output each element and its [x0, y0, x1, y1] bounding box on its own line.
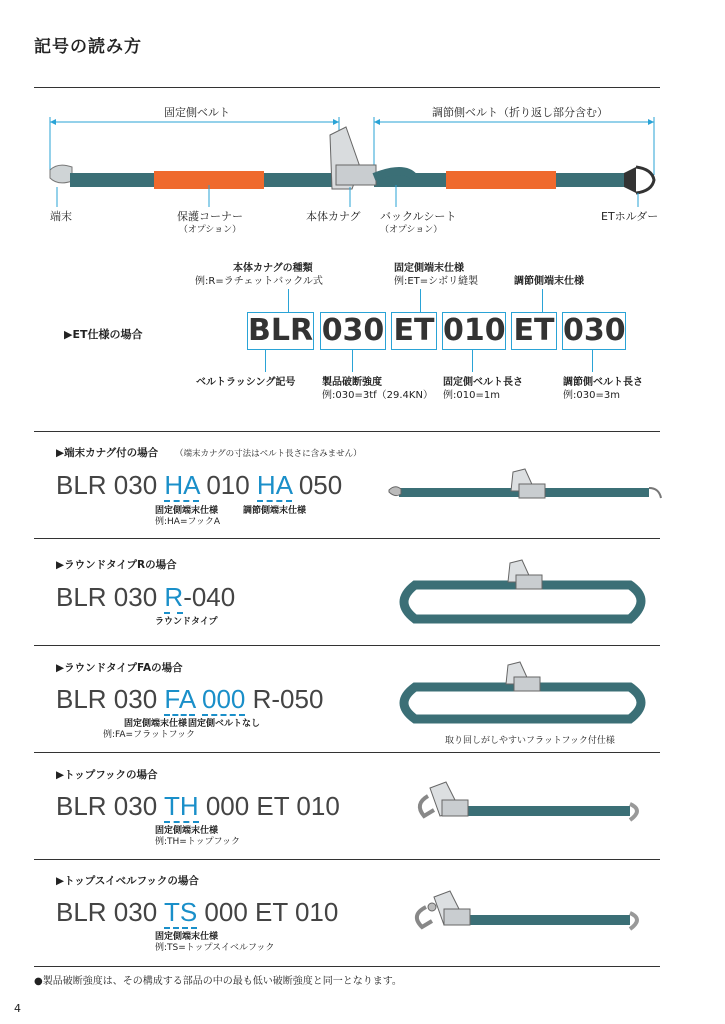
- leader: [352, 350, 353, 372]
- fa-caption: 取り回しがしやすいフラットフック付仕様: [445, 736, 615, 746]
- et-case-label: ▶ET仕様の場合: [64, 328, 143, 341]
- code-fixed-end: ET: [391, 312, 437, 350]
- leader: [288, 289, 289, 312]
- label-sheet: バックルシート: [380, 210, 457, 223]
- ha-strap-image: [385, 468, 665, 508]
- note-lashing: ベルトラッシング記号: [196, 377, 296, 388]
- divider: [34, 966, 660, 967]
- code-line-fa: BLR 030 FA 000 R-050: [56, 684, 324, 714]
- leader: [592, 350, 593, 372]
- note-adj-len: 調節側ベルト長さ: [563, 377, 643, 388]
- ha-label1-ex: 例:HA=フックA: [155, 517, 221, 527]
- left-span-label: 固定側ベルト: [164, 106, 230, 119]
- page-title: 記号の読み方: [34, 37, 142, 57]
- code-line-th: BLR 030 TH 000 ET 010: [56, 791, 340, 821]
- th-label1: 固定側端末仕様: [155, 826, 219, 836]
- note-strength: 製品破断強度: [322, 377, 382, 388]
- note-fixed-len-ex: 例:010=1m: [443, 390, 500, 401]
- label-end: 端末: [50, 210, 72, 223]
- code-fixed-len: 010: [443, 313, 506, 348]
- note-body-kind-ex: 例:R=ラチェットバックル式: [195, 276, 323, 287]
- divider: [34, 645, 660, 646]
- right-span-label: 調節側ベルト（折り返し部分含む）: [432, 106, 608, 119]
- leader: [420, 289, 421, 312]
- code-adj-end: ET: [511, 312, 557, 350]
- label-body: 本体カナグ: [306, 210, 361, 223]
- code-adj-len: 030: [563, 313, 626, 348]
- note-body-kind: 本体カナグの種類: [233, 263, 313, 274]
- code-lashing: BLR: [248, 313, 314, 348]
- divider: [34, 538, 660, 539]
- code-line-r: BLR 030 R-040: [56, 582, 236, 612]
- th-label1-ex: 例:TH=トップフック: [155, 837, 240, 847]
- leader: [542, 289, 543, 312]
- fa-label2: 固定側ベルトなし: [188, 719, 261, 729]
- section-title-ha: ▶端末カナグ付の場合: [56, 447, 159, 459]
- note-fixed-end-ex: 例:ET=シボリ縫製: [394, 276, 479, 287]
- note-adj-end: 調節側端末仕様: [514, 276, 584, 287]
- r-strap-image: [390, 555, 660, 635]
- code-strength: 030: [321, 313, 385, 348]
- note-adj-len-ex: 例:030=3m: [563, 390, 620, 401]
- section-title-fa: ▶ラウンドタイプFAの場合: [56, 662, 183, 674]
- page-number: 4: [14, 1002, 21, 1015]
- code-line-ha: BLR 030 HA 010 HA 050: [56, 470, 343, 500]
- label-sheet-opt: （オプション）: [380, 225, 443, 235]
- ts-label1-ex: 例:TS=トップスイベルフック: [155, 943, 275, 953]
- ts-label1: 固定側端末仕様: [155, 932, 219, 942]
- footnote: ●製品破断強度は、その構成する部品の中の最も低い破断強度と同一となります。: [34, 976, 402, 987]
- note-strength-ex: 例:030=3tf（29.4KN）: [322, 390, 433, 401]
- section-title-th: ▶トップフックの場合: [56, 769, 158, 781]
- ts-strap-image: [400, 885, 650, 943]
- fa-strap-image: [390, 655, 660, 730]
- note-fixed-len: 固定側ベルト長さ: [443, 377, 523, 388]
- section-title-r: ▶ラウンドタイプRの場合: [56, 559, 177, 571]
- r-label1: ラウンドタイプ: [155, 617, 218, 627]
- leader: [472, 350, 473, 372]
- fa-label1-ex: 例:FA=フラットフック: [103, 730, 196, 740]
- label-corner-opt: （オプション）: [178, 225, 242, 235]
- ha-label1: 固定側端末仕様: [155, 506, 219, 516]
- note-fixed-end: 固定側端末仕様: [394, 263, 464, 274]
- divider: [34, 87, 660, 88]
- th-strap-image: [400, 778, 650, 836]
- section-title-ts: ▶トップスイベルフックの場合: [56, 875, 199, 887]
- ha-label2: 調節側端末仕様: [243, 506, 307, 516]
- label-holder: ETホルダー: [601, 210, 659, 223]
- divider: [34, 431, 660, 432]
- section-note-ha: （端末カナグの寸法はベルト長さに含みません）: [175, 449, 362, 459]
- divider: [34, 752, 660, 753]
- code-line-ts: BLR 030 TS 000 ET 010: [56, 897, 339, 927]
- fa-label1: 固定側端末仕様: [124, 719, 188, 729]
- leader: [265, 350, 266, 372]
- divider: [34, 859, 660, 860]
- label-corner: 保護コーナー: [177, 210, 243, 223]
